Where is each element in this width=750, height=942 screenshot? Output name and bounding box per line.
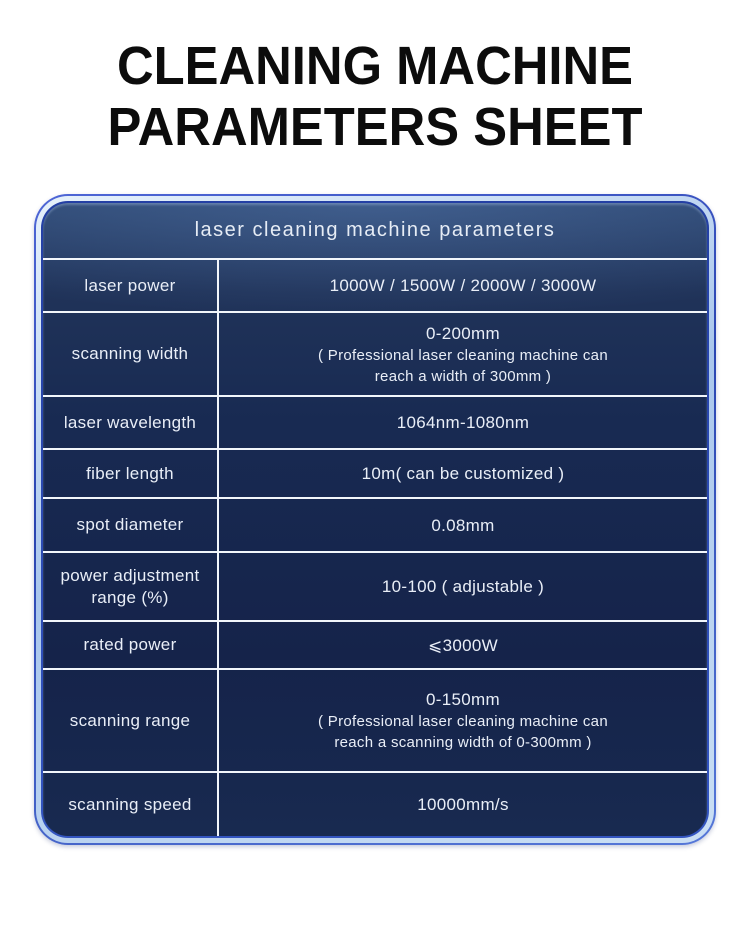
param-value: 10m( can be customized ) (361, 464, 565, 483)
param-name-cell (43, 260, 219, 311)
param-value: 1000W / 1500W / 2000W / 3000W (329, 276, 597, 295)
param-name-cell (43, 450, 219, 497)
param-name: power adjustment range (%) (60, 565, 200, 607)
param-name-cell (43, 622, 219, 668)
table-row-laser-power (43, 258, 707, 311)
table-header-label: laser cleaning machine parameters (194, 219, 556, 241)
page-title-line1: CLEANING MACHINE (116, 36, 634, 96)
param-value-cell (219, 260, 707, 311)
param-note-line1: ( Professional laser cleaning machine can (318, 713, 608, 730)
param-value-cell (219, 499, 707, 551)
table-header (43, 203, 707, 258)
param-name-cell (43, 773, 219, 836)
param-value: 1064nm-1080nm (396, 413, 530, 432)
param-value: 0.08mm (431, 515, 495, 535)
param-name: rated power (83, 635, 177, 654)
param-value-cell (219, 622, 707, 668)
param-value: ⩽3000W (428, 635, 498, 655)
table-row-spot-diameter (43, 497, 707, 551)
page-title-line2: PARAMETERS SHEET (107, 97, 643, 157)
param-name-cell (43, 553, 219, 620)
param-value: 10-100 ( adjustable ) (381, 577, 545, 596)
table-row-fiber-length (43, 448, 707, 497)
frame-inner-line (41, 201, 709, 838)
param-value-cell (219, 670, 707, 771)
table-row-scanning-speed (43, 771, 707, 836)
param-name: scanning speed (68, 794, 192, 814)
param-value-cell (219, 397, 707, 448)
param-name-cell (43, 397, 219, 448)
param-value: 10000mm/s (417, 795, 509, 814)
param-note-line2: reach a scanning width of 0-300mm ) (334, 734, 592, 751)
parameters-table (43, 203, 707, 836)
table-row-rated-power (43, 620, 707, 668)
param-name: spot diameter (76, 515, 184, 534)
param-name-cell (43, 499, 219, 551)
param-name-cell (43, 313, 219, 395)
param-note-line2: reach a width of 300mm ) (374, 367, 552, 385)
param-name: laser power (84, 275, 176, 295)
param-note-line1: ( Professional laser cleaning machine can (318, 346, 608, 364)
param-value: 0-150mm (426, 690, 500, 709)
param-value-cell (219, 553, 707, 620)
param-value-cell (219, 450, 707, 497)
param-name-cell (43, 670, 219, 771)
param-name: scanning width (71, 344, 189, 363)
param-value: 0-200mm (426, 323, 500, 343)
param-value-cell (219, 773, 707, 836)
table-row-power-adjustment-range (43, 551, 707, 620)
param-name: scanning range (69, 710, 191, 730)
page-title (23, 36, 728, 158)
param-name: laser wavelength (63, 412, 197, 432)
table-row-laser-wavelength (43, 395, 707, 448)
table-row-scanning-width (43, 311, 707, 395)
param-value-cell (219, 313, 707, 395)
table-row-scanning-range (43, 668, 707, 771)
parameters-table-frame (34, 194, 716, 845)
frame-light-band (36, 196, 714, 843)
param-name: fiber length (86, 463, 174, 483)
